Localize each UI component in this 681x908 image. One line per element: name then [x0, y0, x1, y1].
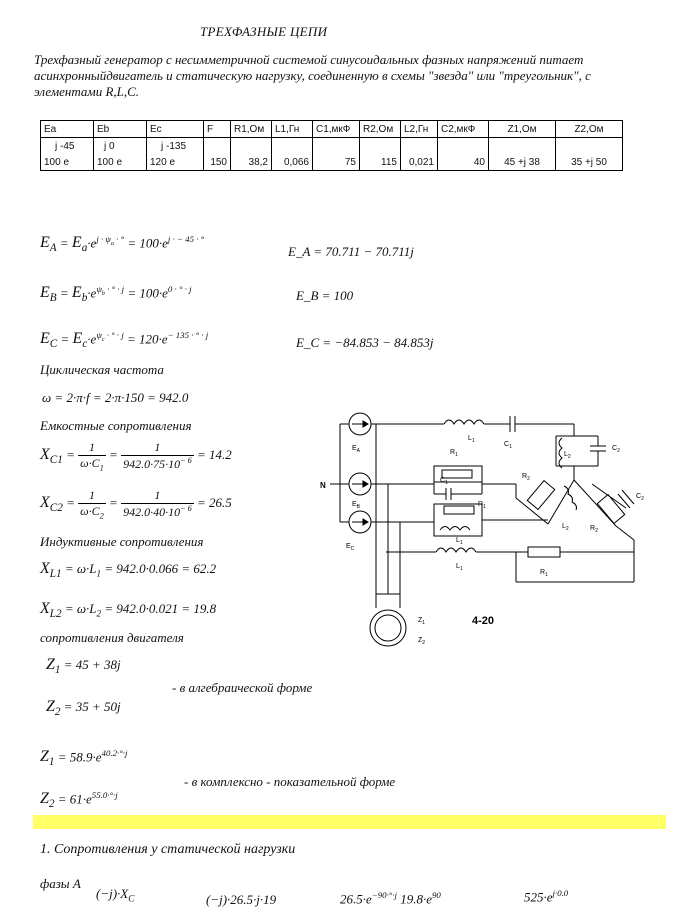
table-cell: 75 — [313, 154, 360, 171]
parameters-table — [40, 120, 623, 171]
circuit-diagram — [316, 408, 656, 648]
table-cell: 45 +j 38 — [489, 154, 556, 171]
section-heading: 1. Сопротивления у статической нагрузки — [40, 842, 296, 857]
label-r2-left: $R_2$ — [522, 473, 530, 482]
label-n: N — [320, 481, 326, 490]
page-title: ТРЕХФАЗНЫЕ ЦЕПИ — [200, 24, 328, 39]
label-c1-mid: $C_1$ — [440, 477, 448, 486]
formula-z1-alg: $Z_1 = 45 + 38j$ — [46, 656, 121, 677]
table-cell — [489, 138, 556, 155]
formula-ea: $E_A = E_a\cdot e^{j \cdot \psi_a \cdot ^\circ} = 100\cdot e^{j \cdot - 45 \cdot ^\circ}$ — [40, 234, 205, 255]
bottom-formula-1: $(-j)\cdot X_C$ — [96, 886, 135, 904]
table-cell: j 0 — [94, 138, 147, 155]
label-l2-mid: $L_2$ — [562, 523, 569, 532]
table-cell — [360, 138, 401, 155]
bottom-formula-3: $26.5\cdot e^{-90\cdot^\circ\cdot j}$ $19.8\cdot e^{90}$ — [340, 890, 441, 907]
table-cell: 120 e — [147, 154, 204, 171]
col-eb: Eb — [94, 121, 147, 138]
label-l2-top: $L_2$ — [564, 451, 571, 460]
table-cell: 40 — [438, 154, 489, 171]
label-r1-bottom: $R_1$ — [540, 569, 548, 578]
formula-ea-value: E_A = 70.711 − 70.711j — [288, 244, 414, 259]
exponential-form-note: - в комплексно - показательной форме — [184, 774, 396, 789]
label-l1-mid: $L_1$ — [456, 537, 463, 546]
table-cell: 100 e — [41, 154, 94, 171]
resistor-r1-icon — [442, 470, 472, 478]
phase-a-label: фазы А — [40, 876, 81, 891]
motor-resistance-label: сопротивления двигателя — [40, 630, 184, 645]
table-cell — [401, 138, 438, 155]
col-l2: L2,Гн — [401, 121, 438, 138]
formula-omega: ω = 2·π·f = 2·π·150 = 942.0 — [42, 390, 189, 405]
col-c1: C1,мкФ — [313, 121, 360, 138]
label-r1-mid2: $R_1$ — [478, 501, 486, 510]
label-c2-right: $C_2$ — [636, 493, 644, 502]
col-r1: R1,Ом — [231, 121, 272, 138]
formula-xl1: $X_{L1} = \omega\cdot L_1 = 942.0\cdot 0.066 = 62.2$ — [40, 560, 217, 581]
formula-ec-value: E_C = −84.853 − 84.853j — [296, 335, 434, 350]
table-cell: j -45 — [41, 138, 94, 155]
table-cell — [438, 138, 489, 155]
bottom-formula-4: $525\cdot e^{j\cdot 0.0}$ — [524, 888, 569, 905]
label-c1-top: $C_1$ — [504, 441, 512, 450]
label-z1: $Z_1$ — [418, 617, 426, 626]
table-cell — [272, 138, 313, 155]
formula-eb-value: E_B = 100 — [296, 288, 354, 303]
formula-xc2: $X_{C2}$ = $\frac{1}{\omega\cdot C_2}$ = $\frac{1}{942.0\cdot 40\cdot 10^{- 6}}$ = 26.5 — [40, 488, 232, 521]
col-l1: L1,Гн — [272, 121, 313, 138]
col-r2: R2,Ом — [360, 121, 401, 138]
formula-xc1: $X_{C1}$ = $\frac{1}{\omega\cdot C_1}$ = $\frac{1}{942.0\cdot 75\cdot 10^{- 6}}$ = 14.2 — [40, 440, 232, 473]
table-cell — [231, 138, 272, 155]
label-l1-top: $L_1$ — [468, 435, 475, 444]
label-eb: $E_B$ — [352, 501, 361, 510]
table-cell — [204, 138, 231, 155]
table-cell: 150 — [204, 154, 231, 171]
highlight-bar — [33, 815, 666, 829]
col-ea: Ea — [41, 121, 94, 138]
capacitive-resistance-label: Емкостные сопротивления — [40, 418, 192, 433]
table-cell: 115 — [360, 154, 401, 171]
problem-statement: Трехфазный генератор с несимметричной системой синусоидальных фазных напряжений питает асинхронныйдвигатель и статическую нагрузку, соединенную в схемы "звезда" или "треугольник", с элементами R,L,C. — [34, 52, 591, 99]
table-header-row — [41, 121, 623, 138]
table-row — [41, 138, 623, 155]
table-row — [41, 154, 623, 171]
table-cell: 0,066 — [272, 154, 313, 171]
inductor-l2-icon — [559, 438, 562, 468]
formula-xl2: $X_{L2} = \omega\cdot L_2 = 942.0\cdot 0.021 = 19.8$ — [40, 600, 217, 621]
resistor-r2-icon — [527, 481, 554, 510]
inductive-resistance-label: Индуктивные сопротивления — [40, 534, 204, 549]
table-cell: 38,2 — [231, 154, 272, 171]
diagram-caption: 4-20 — [472, 615, 495, 627]
formula-ec: $E_C = E_c\cdot e^{\psi_c \cdot ^\circ \cdot j} = 120\cdot e^{- 135 \cdot ^\circ \cdot j}$ — [40, 330, 209, 351]
label-l1-bottom: $L_1$ — [456, 563, 463, 572]
label-r1-mid: $R_1$ — [450, 449, 458, 458]
table-cell: j -135 — [147, 138, 204, 155]
formula-eb: $E_B = E_b\cdot e^{\psi_b \cdot ^\circ \cdot j} = 100\cdot e^{0 \cdot ^\circ \cdot j}$ — [40, 284, 192, 305]
formula-z2-exp: $Z_2 = 61\cdot e^{55.0\cdot^\circ\cdot j}$ — [40, 790, 118, 811]
label-ea: $E_A$ — [352, 445, 361, 454]
table-cell: 0,021 — [401, 154, 438, 171]
label-ec: $E_C$ — [346, 543, 355, 552]
col-f: F — [204, 121, 231, 138]
bottom-formula-2: (−j)·26.5·j·19 — [206, 892, 277, 907]
col-z2: Z2,Ом — [556, 121, 623, 138]
label-c2-top: $C_2$ — [612, 445, 620, 454]
formula-z2-alg: $Z_2 = 35 + 50j$ — [46, 698, 121, 719]
inductor-l1-icon — [444, 420, 484, 424]
table-cell — [556, 138, 623, 155]
col-c2: C2,мкФ — [438, 121, 489, 138]
col-ec: Ec — [147, 121, 204, 138]
table-cell: 100 e — [94, 154, 147, 171]
formula-z1-exp: $Z_1 = 58.9\cdot e^{40.2\cdot^\circ\cdot j}$ — [40, 748, 128, 769]
label-r2-right: $R_2$ — [590, 525, 598, 534]
label-z2: $Z_2$ — [418, 637, 426, 646]
table-cell: 35 +j 50 — [556, 154, 623, 171]
algebraic-form-note: - в алгебраической форме — [172, 680, 313, 695]
col-z1: Z1,Ом — [489, 121, 556, 138]
table-cell — [313, 138, 360, 155]
cyclic-frequency-label: Циклическая частота — [40, 362, 164, 377]
